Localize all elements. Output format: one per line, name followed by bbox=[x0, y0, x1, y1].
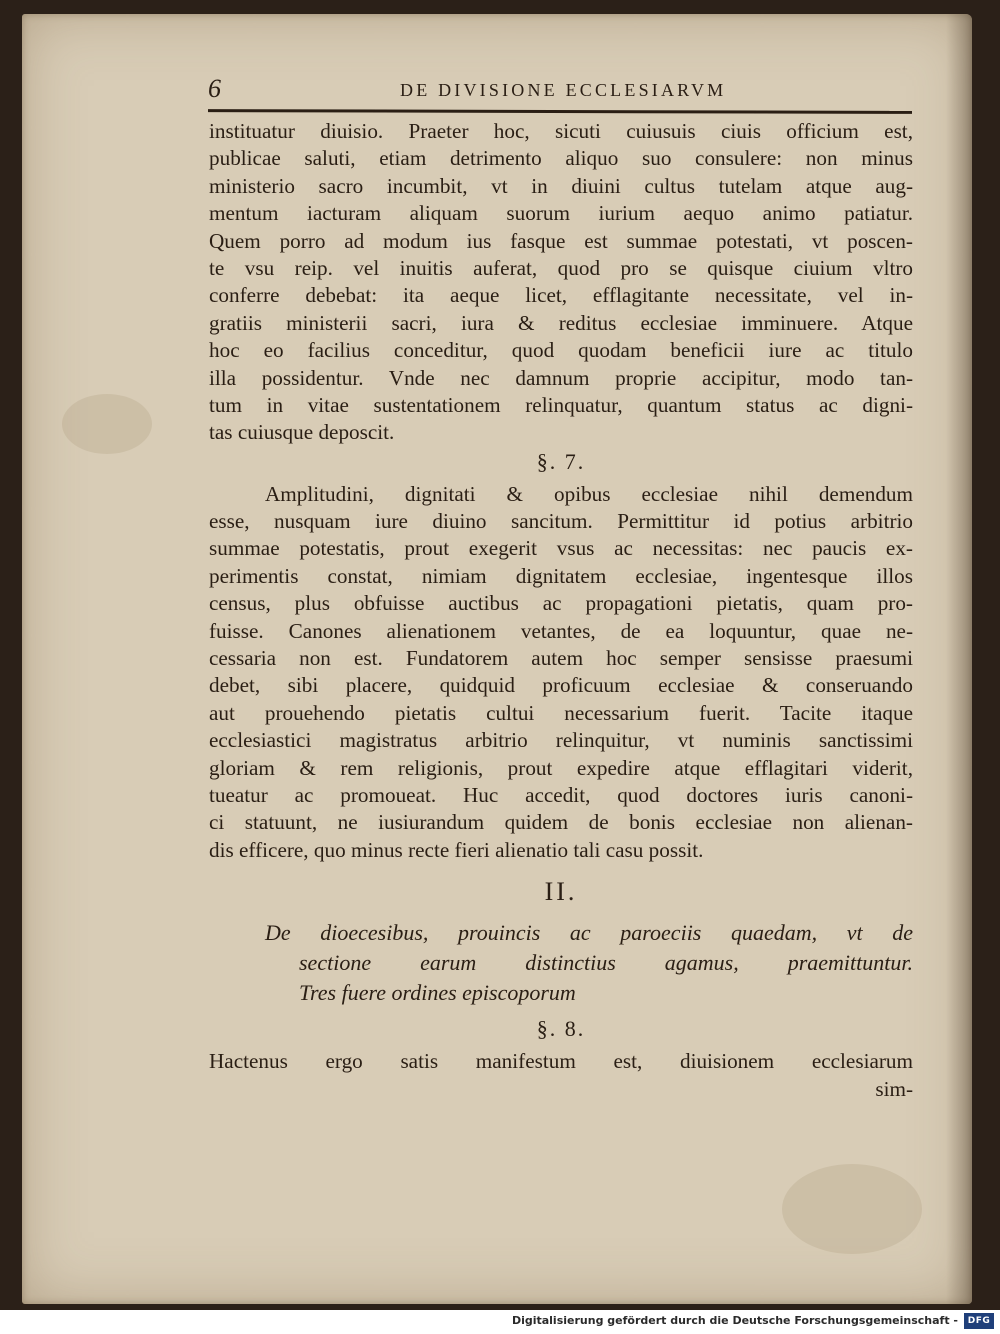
summary-line: Tres fuere ordines episcoporum bbox=[299, 980, 576, 1006]
page-body bbox=[209, 118, 913, 1103]
chapter-summary bbox=[209, 918, 913, 1008]
page-edge-shadow bbox=[946, 14, 972, 1304]
text-line: perimentis constat, nimiam dignitatem ecclesiae, ingentesque illos bbox=[209, 563, 913, 588]
text-line: cessaria non est. Fundatorem autem hoc semper sensisse praesumi bbox=[209, 646, 913, 671]
text-line: publicae saluti, etiam detrimento aliquo suo consulere: non minus bbox=[209, 146, 913, 171]
paper-stain bbox=[782, 1164, 922, 1254]
catchword: sim- bbox=[875, 1076, 913, 1101]
section-8-paragraph bbox=[209, 1048, 913, 1103]
paper-stain bbox=[62, 394, 152, 454]
text-line: gloriam & rem religionis, prout expedire atque efflagitari viderit, bbox=[209, 755, 913, 780]
text-line: Quem porro ad modum ius fasque est summae potestati, vt poscen- bbox=[209, 228, 913, 253]
summary-line: sectione earum distinctius agamus, praemittuntur. bbox=[299, 950, 913, 976]
section-7-paragraph bbox=[209, 481, 913, 864]
text-line: ecclesiastici magistratus arbitrio relinquitur, vt numinis sanctissimi bbox=[209, 728, 913, 753]
text-line: te vsu reip. vel inuitis auferat, quod pro se quisque ciuium vltro bbox=[209, 255, 913, 280]
text-line: summae potestatis, prout exegerit vsus ac necessitas: nec paucis ex- bbox=[209, 536, 913, 561]
digitization-footer bbox=[0, 1310, 1000, 1334]
page-number: 6 bbox=[208, 74, 221, 103]
text-line: instituatur diuisio. Praeter hoc, sicuti cuiusuis ciuis officium est, bbox=[209, 119, 913, 143]
section-mark-7: §. 7. bbox=[536, 448, 586, 474]
text-line: mentum iacturam aliquam suorum iurium aequo animo patiatur. bbox=[209, 201, 913, 226]
text-line: conferre debebat: ita aeque licet, efflagitante necessitate, vel in- bbox=[209, 283, 913, 308]
text-line: tas cuiusque deposcit. bbox=[209, 420, 395, 445]
text-line: gratiis ministerii sacri, iura & reditus ecclesiae imminuere. Atque bbox=[209, 310, 913, 335]
text-line: hoc eo facilius conceditur, quod quodam beneficii iure ac titulo bbox=[209, 338, 913, 363]
dfg-logo-icon: DFG bbox=[964, 1313, 994, 1329]
summary-line: De dioecesibus, prouincis ac paroeciis quaedam, vt de bbox=[265, 920, 913, 946]
section-mark-8: §. 8. bbox=[536, 1016, 586, 1042]
text-line: esse, nusquam iure diuino sancitum. Permittitur id potius arbitrio bbox=[209, 509, 913, 534]
text-line: illa possidentur. Vnde nec damnum proprie accipitur, modo tan- bbox=[209, 365, 913, 390]
text-line: ministerio sacro incumbit, vt in diuini cultus tutelam atque aug- bbox=[209, 173, 913, 198]
text-line: tueatur ac promoueat. Huc accedit, quod doctores iuris canoni- bbox=[209, 782, 913, 807]
text-line: aut prouehendo pietatis cultui necessarium fuerit. Tacite itaque bbox=[209, 700, 913, 725]
paragraph-1 bbox=[209, 118, 913, 447]
text-line: fuisse. Canones alienationem vetantes, de ea loquuntur, quae ne- bbox=[209, 618, 913, 643]
text-line: ci statuunt, ne iusiurandum quidem de bonis ecclesiae non alienan- bbox=[209, 810, 913, 835]
text-line: dis efficere, quo minus recte fieri alienatio tali casu possit. bbox=[209, 837, 704, 862]
text-line: Hactenus ergo satis manifestum est, diuisionem ecclesiarum bbox=[209, 1049, 913, 1074]
text-line: tum in vitae sustentationem relinquatur, quantum status ac digni- bbox=[209, 392, 913, 417]
text-line: debet, sibi placere, quidquid proficuum ecclesiae & conseruando bbox=[209, 673, 913, 698]
page-header bbox=[0, 70, 1000, 102]
text-line: census, plus obfuisse auctibus ac propagationi pietatis, quam pro- bbox=[209, 591, 913, 616]
footer-credit: Digitalisierung gefördert durch die Deutsche Forschungsgemeinschaft - bbox=[511, 1314, 958, 1327]
running-head: DE DIVISIONE ECCLESIARVM bbox=[400, 80, 727, 100]
text-line: Amplitudini, dignitati & opibus ecclesiae nihil demendum bbox=[265, 481, 913, 506]
chapter-numeral: II. bbox=[544, 877, 578, 907]
